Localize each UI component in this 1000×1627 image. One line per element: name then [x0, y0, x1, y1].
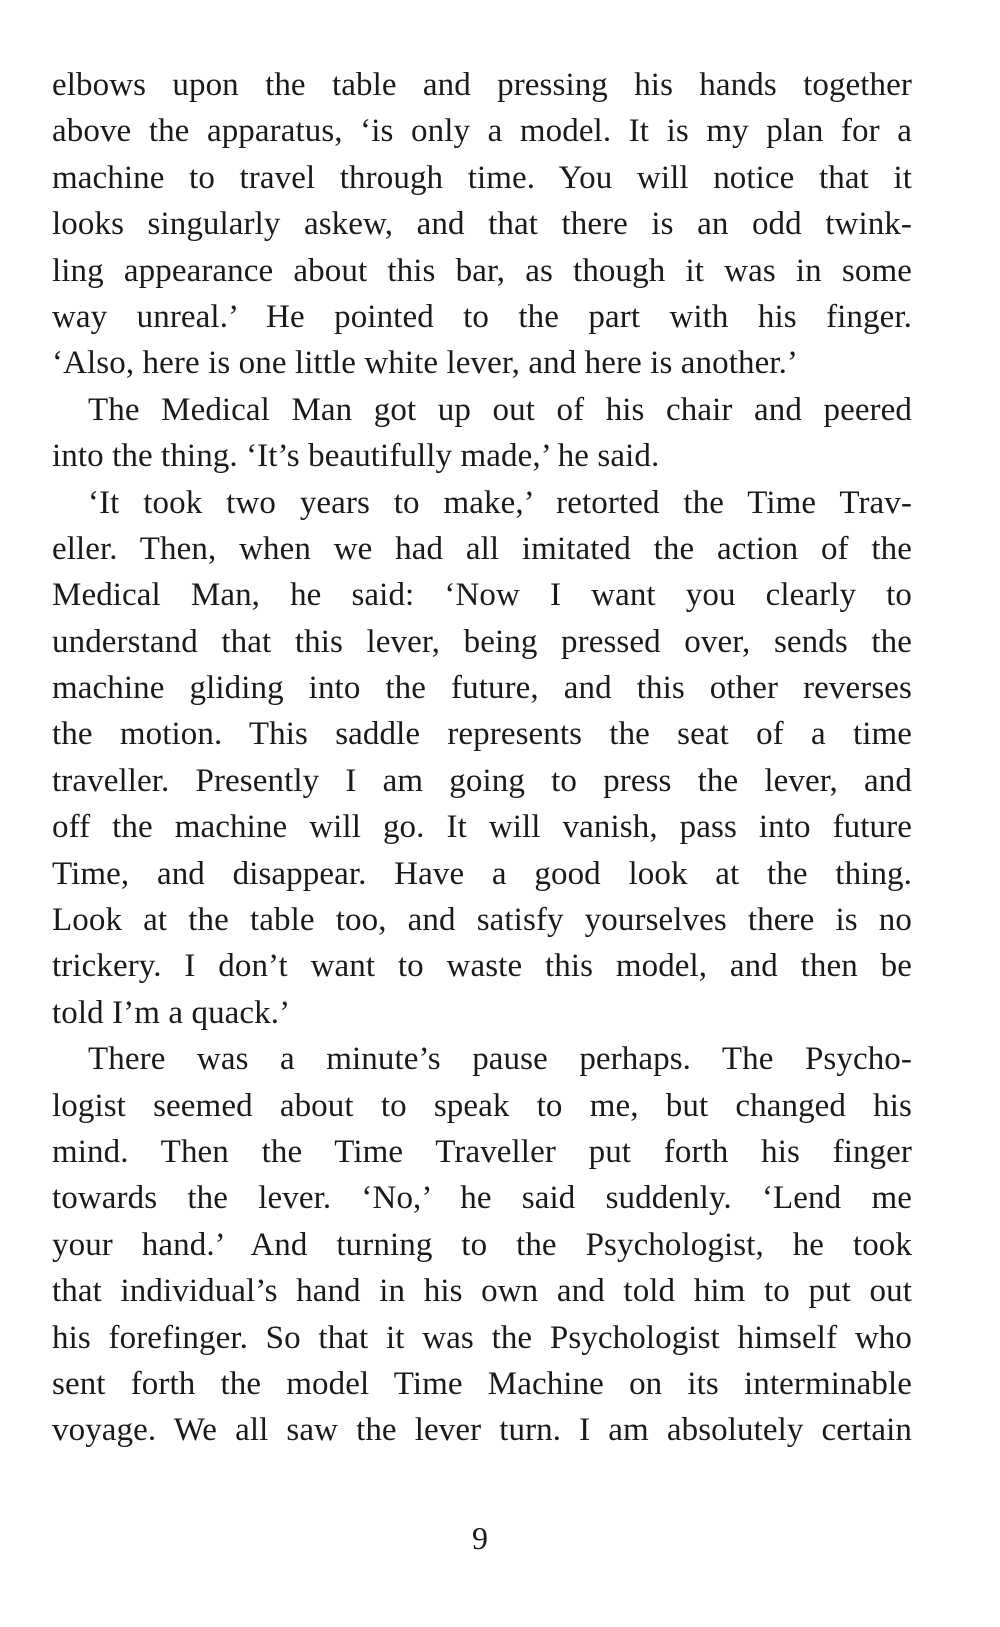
text-line: above the apparatus, ‘is only a model. It is my plan for a [52, 113, 912, 150]
text-line: mind. Then the Time Traveller put forth his finger [52, 1133, 912, 1170]
paragraph [52, 387, 912, 480]
book-page-text [52, 62, 912, 1454]
text-line: his forefinger. So that it was the Psychologist himself who [52, 1319, 912, 1356]
text-line: machine to travel through time. You will notice that it [52, 159, 912, 196]
text-line: told I’m a quack.’ [52, 994, 291, 1031]
text-line: ‘Also, here is one little white lever, and here is another.’ [52, 345, 799, 382]
text-line: There was a minute’s pause perhaps. The Psycho- [88, 1041, 912, 1078]
page-number: 9 [472, 1520, 488, 1556]
text-line: off the machine will go. It will vanish, pass into future [52, 809, 912, 846]
paragraph [52, 62, 912, 387]
text-line: trickery. I don’t want to waste this model, and then be [52, 948, 912, 985]
text-line: logist seemed about to speak to me, but changed his [52, 1087, 912, 1124]
text-line: your hand.’ And turning to the Psychologist, he took [52, 1226, 912, 1263]
text-line: voyage. We all saw the lever turn. I am absolutely certain [52, 1412, 912, 1449]
text-line: the motion. This saddle represents the seat of a time [52, 716, 912, 753]
text-line: that individual’s hand in his own and told him to put out [52, 1273, 912, 1310]
text-line: traveller. Presently I am going to press the lever, and [52, 762, 912, 799]
text-line: Time, and disappear. Have a good look at the thing. [52, 855, 912, 892]
text-line: ling appearance about this bar, as though it was in some [52, 252, 912, 289]
text-line: Medical Man, he said: ‘Now I want you clearly to [52, 577, 912, 614]
text-line: way unreal.’ He pointed to the part with his finger. [52, 298, 912, 335]
text-line: sent forth the model Time Machine on its interminable [52, 1365, 912, 1402]
text-line: ‘It took two years to make,’ retorted the Time Trav- [88, 484, 912, 521]
text-line: machine gliding into the future, and this other reverses [52, 670, 912, 707]
text-line: eller. Then, when we had all imitated the action of the [52, 530, 912, 567]
text-line: towards the lever. ‘No,’ he said suddenly. ‘Lend me [52, 1180, 912, 1217]
text-line: into the thing. ‘It’s beautifully made,’ he said. [52, 438, 660, 475]
text-line: looks singularly askew, and that there is an odd twink- [52, 206, 912, 243]
text-line: understand that this lever, being pressed over, sends the [52, 623, 912, 660]
text-line: elbows upon the table and pressing his hands together [52, 67, 912, 103]
text-line: The Medical Man got up out of his chair and peered [88, 391, 912, 428]
paragraph [52, 480, 912, 1037]
paragraph [52, 1036, 912, 1454]
text-line: Look at the table too, and satisfy yourselves there is no [52, 902, 912, 939]
